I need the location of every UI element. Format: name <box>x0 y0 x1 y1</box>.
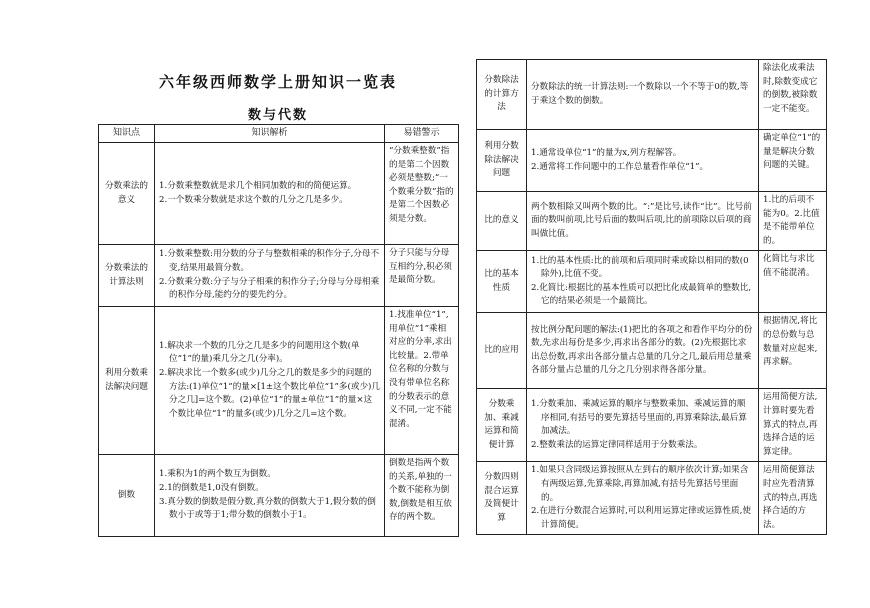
knowledge-analysis <box>527 389 759 462</box>
knowledge-analysis <box>155 245 385 307</box>
analysis-line: 1.如果只含同级运算按照从左到右的顺序依次计算;如果含有两级运算,先算乘除,再算加减,有括号先算括号里面的。 <box>531 465 749 503</box>
analysis-line: 1.乘积为1的两个数互为倒数。 <box>159 469 276 480</box>
knowledge-point: 分数乘加、乘减运算和简便计算 <box>477 389 527 462</box>
knowledge-point: 利用分数乘法解决问题 <box>99 307 155 455</box>
table-row <box>477 462 827 535</box>
warning-tip: 确定单位“1”的量是解决分数问题的关键。 <box>759 130 827 192</box>
knowledge-analysis <box>527 192 759 251</box>
analysis-line: 按比例分配问题的解法:(1)把比的各项之和看作平均分的份数,先求出每份是多少,再求出各部分的数。(2)先根据比求出总份数,再求出各部分量占总量的几分之几,最后用总量乘各部分量占总量的几分之几分别求得各部分量。 <box>531 324 753 376</box>
knowledge-point: 分数乘法的意义 <box>99 143 155 245</box>
analysis-line: 2.化简比:根据比的基本性质可以把比化成最简单的整数比,它的结果必须是一个最简比。 <box>531 282 752 307</box>
knowledge-point: 比的基本性质 <box>477 251 527 313</box>
analysis-line: 1.比的基本性质:比的前项和后项同时乘或除以相同的数(0除外),比值不变。 <box>531 255 749 280</box>
warning-tip: 分子只能与分母互相约分,积必须是最简分数。 <box>385 245 459 307</box>
table-row <box>477 192 827 251</box>
table-row <box>477 389 827 462</box>
knowledge-point: 分数除法的计算方法 <box>477 60 527 130</box>
warning-tip: 运用简便方法,计算时要先看算式的特点,再选择合适的运算定律。 <box>759 389 827 462</box>
left-knowledge-table <box>98 124 459 537</box>
analysis-line: 1.分数乘整数就是求几个相同加数的和的简便运算。 <box>159 180 357 191</box>
warning-tip: 1.找准单位“1”,用单位“1”乘相对应的分率,求出比较量。2.带单位名称的分数与没有带单位名称的分数表示的意义不同,一定不能混淆。 <box>385 307 459 455</box>
knowledge-analysis <box>155 143 385 245</box>
analysis-line: 2.整数乘法的运算定律同样适用于分数乘法。 <box>531 439 703 450</box>
analysis-line: 2.1的倒数是1,0没有倒数。 <box>159 482 264 493</box>
analysis-line: 1.通常设单位“1”的量为x,列方程解答。 <box>531 147 682 158</box>
knowledge-point: 倒数 <box>99 455 155 537</box>
analysis-line: 2.通常将工作问题中的工作总量看作单位“1”。 <box>531 161 709 172</box>
warning-tip: 除法化成乘法时,除数变成它的倒数,被除数一定不能变。 <box>759 60 827 130</box>
analysis-line: 2.一个数乘分数就是求这个数的几分之几是多少。 <box>159 194 348 205</box>
section-subtitle: 数与代数 <box>247 108 308 123</box>
table-row <box>99 455 459 537</box>
knowledge-analysis <box>527 60 759 130</box>
header-tip: 易错警示 <box>385 125 459 143</box>
knowledge-analysis <box>155 307 385 455</box>
warning-tip: 1.比的后项不能为0。2.比值是不能带单位的。 <box>759 192 827 251</box>
knowledge-analysis <box>527 313 759 389</box>
knowledge-point: 比的应用 <box>477 313 527 389</box>
warning-tip: “分数乘整数”指的是第二个因数必须是整数;“一个数乘分数”指的是第二个因数必须是分数。 <box>385 143 459 245</box>
knowledge-point: 利用分数除法解决问题 <box>477 130 527 192</box>
page-title: 六年级西师数学上册知识一览表 <box>158 73 397 91</box>
table-header-row <box>99 125 459 143</box>
knowledge-analysis <box>155 455 385 537</box>
table-row <box>477 60 827 130</box>
table-row <box>99 307 459 455</box>
table-row <box>477 251 827 313</box>
knowledge-analysis <box>527 130 759 192</box>
analysis-line: 2.解决求比一个数多(或少)几分之几的数是多少的问题的方法:(1)单位“1”的量×[1±这个数比单位“1”多(或少)几分之几]=这个数。(2)单位“1”的量±单位“1”的量×这个数比单位“1”的量多(或少)几分之几=这个数。 <box>159 367 381 419</box>
analysis-line: 两个数相除又叫两个数的比。“:”是比号,读作“比”。比号前面的数叫前项,比号后面的数叫后项,比的前项除以后项的商叫做比值。 <box>531 201 752 239</box>
analysis-line: 1.分数乘整数:用分数的分子与整数相乘的积作分子,分母不变,结果用最简分数。 <box>159 249 380 273</box>
header-point: 知识点 <box>99 125 155 143</box>
table-row <box>477 130 827 192</box>
knowledge-analysis <box>527 251 759 313</box>
analysis-line: 2.分数乘分数:分子与分子相乘的积作分子;分母与分母相乘的积作分母,能约分的要先约分。 <box>159 276 380 301</box>
warning-tip: 化简比与求比值不能混淆。 <box>759 251 827 313</box>
analysis-line: 2.在进行分数混合运算时,可以利用运算定律或运算性质,使计算简便。 <box>531 506 751 530</box>
warning-tip: 倒数是指两个数的关系,单独的一个数不能称为倒数,倒数是相互依存的两个数。 <box>385 455 459 537</box>
analysis-line: 3.真分数的倒数是假分数,真分数的倒数大于1,假分数的倒数小于或等于1;带分数的倒数小于1。 <box>159 496 376 521</box>
knowledge-point: 比的意义 <box>477 192 527 251</box>
analysis-line: 1.分数乘加、乘减运算的顺序与整数乘加、乘减运算的顺序相同,有括号的要先算括号里面的,再算乘除法,最后算加减法。 <box>531 399 747 437</box>
table-row <box>99 245 459 307</box>
warning-tip: 根据情况,将比的总份数与总数量对应起来,再求解。 <box>759 313 827 389</box>
header-analysis: 知识解析 <box>155 125 385 143</box>
right-knowledge-table <box>476 59 827 535</box>
knowledge-point: 分数乘法的计算法则 <box>99 245 155 307</box>
warning-tip: 运用简便算法时应先看清算式的特点,再选择合适的方法。 <box>759 462 827 535</box>
knowledge-point: 分数四则混合运算及简便计算 <box>477 462 527 535</box>
table-row <box>99 143 459 245</box>
analysis-line: 1.解决求一个数的几分之几是多少的问题用这个数(单位“1”的量)乘几分之几(分率)。 <box>159 340 360 365</box>
table-row <box>477 313 827 389</box>
knowledge-analysis <box>527 462 759 535</box>
analysis-line: 分数除法的统一计算法则:一个数除以一个不等于0的数,等于乘这个数的倒数。 <box>531 81 749 106</box>
